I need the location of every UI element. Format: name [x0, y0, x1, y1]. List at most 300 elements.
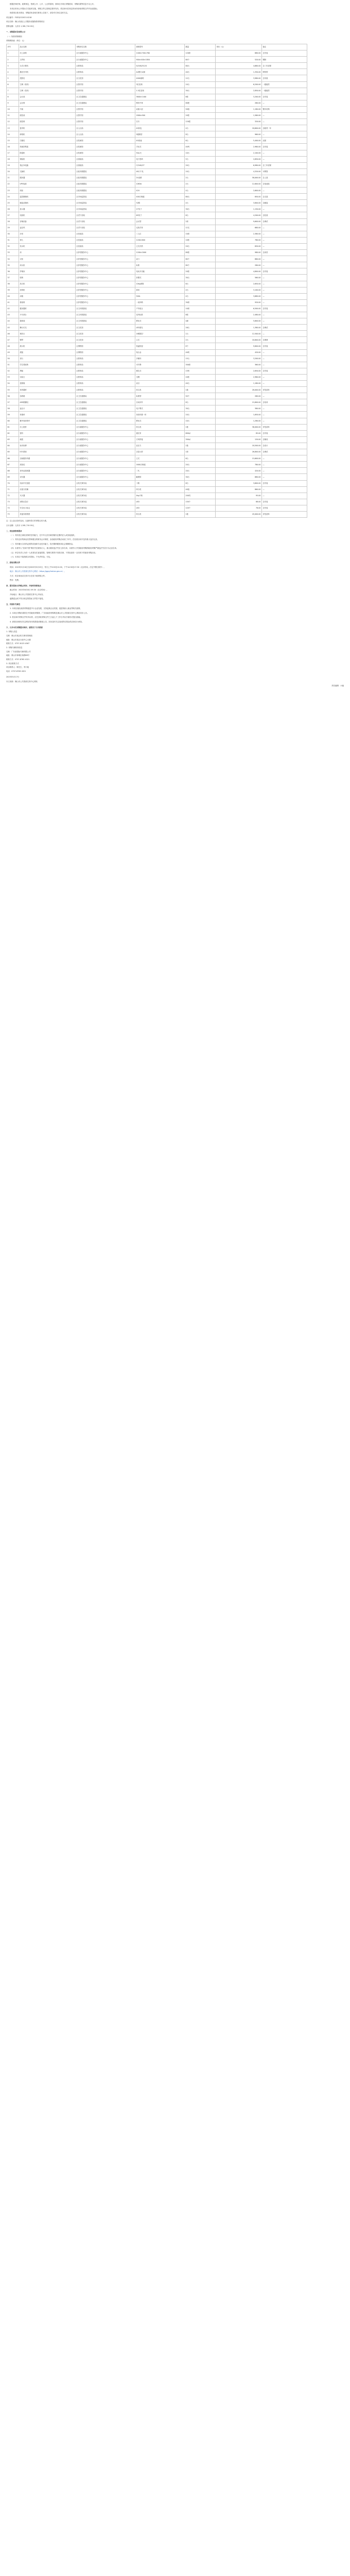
- table-cell: 紫外线消毒车: [19, 418, 76, 424]
- table-cell: 300套: [185, 362, 216, 368]
- table-cell: 1批: [185, 443, 216, 449]
- table-cell: 办公桌椅: [19, 50, 76, 57]
- table-cell: 双目: [135, 381, 185, 387]
- table-cell: 1.5匹变频: [135, 88, 185, 94]
- table-row: [7, 405, 307, 412]
- table-cell: 区机关事务局: [76, 505, 135, 511]
- table-cell: 钢制: [262, 57, 307, 63]
- table-cell: 衣柜: [19, 256, 76, 262]
- table-cell: —: [262, 237, 307, 243]
- table-row: [7, 125, 307, 131]
- intro-paragraph: 现将项目基本情况、采购清单及相关事项公告如下，请各有关单位及时关注。: [10, 12, 69, 14]
- table-cell: 50个: [185, 393, 216, 399]
- table-cell: 区教育局: [76, 374, 135, 380]
- table-cell: 4副: [185, 318, 216, 325]
- table-cell: 电子臂式: [135, 405, 185, 412]
- table-cell: 移动式: [135, 418, 185, 424]
- table-cell: 含铺设: [262, 436, 307, 443]
- table-cell: 1,180.00: [216, 381, 262, 387]
- table-cell: 860.00: [216, 486, 262, 493]
- table-cell: 床: [19, 250, 76, 256]
- table-cell: 39: [7, 287, 19, 293]
- table-cell: 区养老服务中心: [76, 293, 135, 299]
- table-cell: 20台: [185, 162, 216, 168]
- table-cell: LED面光: [135, 325, 185, 331]
- table-cell: 含安装: [262, 268, 307, 275]
- table-cell: 区教育局: [76, 368, 135, 374]
- contact-line: 名称：广东某招标代理有限公司: [6, 650, 31, 653]
- table-cell: 5,600.00: [216, 318, 262, 325]
- table-cell: 铝合金: [135, 349, 185, 355]
- table-cell: 含培训: [262, 399, 307, 405]
- contact-line: 电话：0757-8765 4321: [6, 670, 26, 673]
- table-cell: 区行政服务中心: [76, 436, 135, 443]
- publish-date: 2023年5月17日: [6, 676, 20, 679]
- table-cell: 可网管: [262, 168, 307, 175]
- table-row: [7, 368, 307, 374]
- table-cell: 含调试: [262, 449, 307, 455]
- table-cell: 详见清单: [262, 424, 307, 430]
- table-cell: 50L/天: [135, 150, 185, 156]
- table-cell: 麦克风: [19, 225, 76, 231]
- table-cell: —: [262, 381, 307, 387]
- table-cell: 60: [7, 418, 19, 424]
- table-cell: —: [262, 468, 307, 474]
- table-cell: 20: [7, 168, 19, 175]
- table-cell: 6,200.00: [216, 81, 262, 88]
- table-cell: 75: [7, 511, 19, 517]
- table-cell: 30台: [185, 206, 216, 212]
- qualification-item: （一）具有独立承担民事责任的能力，在中华人民共和国境内注册的法人或其他组织。: [10, 534, 76, 536]
- table-cell: 5台: [185, 156, 216, 162]
- table-cell: 1: [7, 50, 19, 57]
- table-cell: 650.00: [216, 194, 262, 200]
- table-cell: 区图书馆: [76, 119, 135, 125]
- qualification-item: （五）单位负责人为同一人或者存在直接控股、管理关系的不同供应商，不得参加同一合同项下的政府采购活动。: [10, 551, 97, 554]
- table-cell: 560.00: [216, 275, 262, 281]
- table-cell: 420.00: [216, 468, 262, 474]
- table-cell: 区养老服务中心: [76, 268, 135, 275]
- supplement-item: 3. 供应商对采购文件有异议的，应在获取采购文件之日起七个工作日内以书面形式提出质疑。: [10, 616, 82, 619]
- table-row: [7, 349, 307, 355]
- table-cell: 阅览桌: [19, 112, 76, 118]
- table-cell: 1,650.00: [216, 412, 262, 418]
- table-cell: 56: [7, 393, 19, 399]
- column-header: 规格型号: [135, 44, 185, 50]
- table-cell: 3,680.00: [216, 293, 262, 299]
- document-time: 时间：2023年5月18日至2023年5月25日，每天上午9:00至12:00，下午14:30至17:30（北京时间，法定节假日除外）。: [10, 566, 106, 568]
- table-cell: 钢木结构: [262, 106, 307, 112]
- table-row: [7, 81, 307, 88]
- table-cell: 420.00: [216, 349, 262, 355]
- table-row: [7, 50, 307, 57]
- table-cell: 3: [7, 63, 19, 69]
- table-cell: 920.00: [216, 299, 262, 306]
- table-cell: 10台: [185, 412, 216, 418]
- table-cell: 会议型: [135, 218, 185, 225]
- table-cell: 区政务数据局: [76, 168, 135, 175]
- table-cell: 95.00: [216, 493, 262, 499]
- table-row: [7, 138, 307, 144]
- table-cell: 区人社局: [76, 125, 135, 131]
- table-cell: 780.00: [216, 462, 262, 468]
- qualification-item: （四）未被列入“信用中国”网站失信被执行人、重大税收违法失信主体名单，未被列入中国政府采购网政府采购严重违法失信行为记录名单。: [10, 547, 118, 550]
- table-cell: 1200×600: [135, 237, 185, 243]
- table-cell: 40块: [185, 349, 216, 355]
- table-row: [7, 355, 307, 362]
- intro-paragraph: 根据法律法规、政策规定，按照公开、公平、公正的原则，我单位对项目采购需求、采购结果等信息予以公开。: [10, 3, 96, 5]
- source-note: 本文来源：佛山市公共资源交易中心网站: [6, 680, 38, 683]
- table-cell: 室内标准: [135, 312, 185, 318]
- table-cell: 网布中背: [135, 100, 185, 106]
- table-cell: 实验台: [19, 374, 76, 380]
- table-row: [7, 212, 307, 218]
- table-row: [7, 331, 307, 337]
- table-cell: 10张: [185, 237, 216, 243]
- table-cell: 展板: [19, 349, 76, 355]
- table-cell: 区民政局: [76, 243, 135, 249]
- table-cell: 300㎡: [185, 436, 216, 443]
- table-cell: 3,980.00: [216, 75, 262, 81]
- table-cell: 区文化馆: [76, 337, 135, 343]
- table-cell: 65: [7, 449, 19, 455]
- table-cell: 9: [7, 100, 19, 106]
- table-row: [7, 94, 307, 100]
- table-cell: 身高体重一体: [135, 412, 185, 418]
- table-cell: 标识标牌: [19, 443, 76, 449]
- table-cell: 双门: [135, 256, 185, 262]
- qualification-item: （六）本项目不接受联合体投标，不允许转包、分包。: [10, 556, 52, 558]
- table-cell: 73: [7, 499, 19, 505]
- table-cell: —: [262, 256, 307, 262]
- table-cell: 沙发: [19, 231, 76, 237]
- column-header: 备注: [262, 44, 307, 50]
- table-cell: 急救箱: [19, 393, 76, 399]
- table-cell: 780.00: [216, 237, 262, 243]
- table-cell: 4: [7, 69, 19, 75]
- table-cell: 70: [7, 480, 19, 486]
- table-cell: 45: [7, 325, 19, 331]
- table-cell: 14: [7, 131, 19, 138]
- table-cell: 32路: [135, 200, 185, 206]
- table-cell: 机柜: [19, 188, 76, 194]
- table-cell: 音响设备: [19, 218, 76, 225]
- table-cell: 74: [7, 505, 19, 511]
- table-cell: —: [262, 331, 307, 337]
- table-row: [7, 88, 307, 94]
- table-cell: 8个: [185, 343, 216, 349]
- table-cell: 书架: [19, 106, 76, 112]
- table-row: [7, 449, 307, 455]
- project-info: [6, 16, 344, 28]
- table-cell: 2,650.00: [216, 281, 262, 287]
- table-cell: 含耗材一年: [262, 125, 307, 131]
- table-cell: 8: [7, 94, 19, 100]
- table-cell: 3,800.00: [216, 200, 262, 206]
- table-cell: 22: [7, 181, 19, 188]
- table-cell: 区文体旅游局: [76, 318, 135, 325]
- table-cell: 区市场监管局: [76, 206, 135, 212]
- table-cell: —: [262, 112, 307, 118]
- table-cell: 680.00: [216, 225, 262, 231]
- project-budget-line: [6, 25, 344, 28]
- table-cell: 80台: [185, 63, 216, 69]
- table-cell: 16台: [185, 325, 216, 331]
- table-cell: 1600万像素: [135, 462, 185, 468]
- table-cell: —: [262, 131, 307, 138]
- table-cell: 64: [7, 443, 19, 449]
- table-cell: 2,980.00: [216, 374, 262, 380]
- contact-line: 地址：佛山市某区行政中心大楼: [6, 638, 31, 641]
- table-row: [7, 188, 307, 194]
- table-cell: 含设计: [262, 443, 307, 449]
- table-cell: 20台: [185, 468, 216, 474]
- table-cell: 区档案馆: [76, 144, 135, 150]
- table-cell: 2,380.00: [216, 231, 262, 237]
- table-row: [7, 144, 307, 150]
- qualification-item: （二）具有良好的商业信誉和健全的财务会计制度，参加政府采购活动前三年内，在经营活动中没有重大违法记录。: [10, 538, 99, 541]
- table-cell: 960.00: [216, 131, 262, 138]
- table-cell: 61: [7, 424, 19, 430]
- section-4-title: 四、提交投标文件截止时间、开标时间和地点: [6, 585, 41, 587]
- table-cell: 含安装: [262, 144, 307, 150]
- table-cell: 保险柜: [19, 156, 76, 162]
- table-cell: 标准型: [135, 393, 185, 399]
- document-method: 方式：供应商登录交易平台在线下载采购文件。: [10, 574, 47, 577]
- table-cell: 身份证阅读器: [19, 468, 76, 474]
- table-cell: 区政务数据局: [76, 188, 135, 194]
- table-cell: 2,100.00: [216, 150, 262, 156]
- table-cell: 12支: [185, 225, 216, 231]
- table-cell: 71: [7, 486, 19, 493]
- table-cell: 3,600.00: [216, 480, 262, 486]
- table-row: [7, 455, 307, 462]
- table-cell: 床头柜: [19, 262, 76, 268]
- table-row: [7, 505, 307, 511]
- table-cell: 洗衣机: [19, 281, 76, 287]
- table-row: [7, 381, 307, 387]
- table-cell: 280.00: [216, 262, 262, 268]
- supplement-item: 1. 本项目落实政府采购促进中小企业发展、支持监狱企业发展、促进残疾人就业等相关政策。: [10, 607, 82, 610]
- table-row: [7, 436, 307, 443]
- table-cell: 31: [7, 237, 19, 243]
- table-cell: 9,800.00: [216, 343, 262, 349]
- table-cell: 1800×900: [135, 112, 185, 118]
- table-cell: 46: [7, 331, 19, 337]
- table-cell: 57: [7, 399, 19, 405]
- table-cell: 9,600.00: [216, 218, 262, 225]
- table-row: [7, 231, 307, 237]
- table-cell: A3彩色: [135, 125, 185, 131]
- table-cell: 29: [7, 225, 19, 231]
- table-cell: 1,560.00: [216, 112, 262, 118]
- table-cell: 10套: [185, 306, 216, 312]
- table-cell: 8台: [185, 131, 216, 138]
- table-cell: 区图书馆: [76, 88, 135, 94]
- table-row: [7, 112, 307, 118]
- table-cell: 区卫生健康局: [76, 100, 135, 106]
- table-cell: 59: [7, 412, 19, 418]
- table-cell: —: [262, 349, 307, 355]
- table-cell: 10台: [185, 168, 216, 175]
- table-cell: A4黑白双面: [135, 69, 185, 75]
- table-cell: 4000流明: [135, 75, 185, 81]
- table-cell: 含显示屏: [135, 449, 185, 455]
- table-cell: —: [262, 293, 307, 299]
- table-cell: 区行政服务中心: [76, 50, 135, 57]
- table-cell: 冰箱: [19, 293, 76, 299]
- table-cell: 多媒体: [135, 355, 185, 362]
- table-cell: 区老干部局: [76, 212, 135, 218]
- table-cell: 一级能效: [262, 81, 307, 88]
- table-cell: 详见清单: [262, 387, 307, 393]
- table-cell: 展示柜: [19, 343, 76, 349]
- table-row: [7, 468, 307, 474]
- table-row: [7, 343, 307, 349]
- table-cell: 30套: [185, 299, 216, 306]
- table-cell: 72: [7, 493, 19, 499]
- table-cell: 10台: [185, 81, 216, 88]
- table-cell: 区机关事务局: [76, 511, 135, 517]
- table-cell: 区民政局: [76, 231, 135, 237]
- table-cell: 区机关事务局: [76, 486, 135, 493]
- table-cell: 区养老服务中心: [76, 287, 135, 293]
- table-cell: 4台: [185, 200, 216, 206]
- table-cell: 80个: [185, 256, 216, 262]
- table-row: [7, 119, 307, 125]
- table-cell: 含安装: [262, 94, 307, 100]
- table-cell: 80张: [185, 250, 216, 256]
- table-cell: 1台: [185, 331, 216, 337]
- table-cell: 区政务数据局: [76, 175, 135, 181]
- table-cell: 19: [7, 162, 19, 168]
- table-cell: 含硬盘: [262, 200, 307, 206]
- table-cell: 方块拼接: [135, 436, 185, 443]
- table-cell: 十路: [135, 480, 185, 486]
- table-cell: 1,280.00: [216, 418, 262, 424]
- table-row: [7, 293, 307, 299]
- table-cell: 360.00: [216, 362, 262, 368]
- table-cell: 区财政局: [76, 162, 135, 168]
- table-cell: 20台: [185, 243, 216, 249]
- table-cell: 体重秤: [19, 412, 76, 418]
- contact-line: 联系方式：0757-8765 4321: [6, 658, 30, 661]
- table-cell: 遮光布: [135, 430, 185, 436]
- table-cell: 53: [7, 374, 19, 380]
- table-cell: 区文化馆: [76, 331, 135, 337]
- table-cell: 88.00: [216, 499, 262, 505]
- table-cell: 区教育局: [76, 387, 135, 393]
- contact-line: 名称：佛山市某区机关事务管理局: [6, 634, 32, 637]
- table-row: [7, 337, 307, 343]
- table-cell: 综合类: [135, 387, 185, 393]
- table-cell: 1批: [185, 387, 216, 393]
- contact-block: [6, 631, 344, 673]
- table-cell: 区人社局: [76, 131, 135, 138]
- table-cell: 含安装: [262, 368, 307, 374]
- table-cell: UPS电源: [19, 181, 76, 188]
- table-cell: 地毯: [19, 436, 76, 443]
- trading-center-link[interactable]: 地点：佛山市公共资源交易中心网站（https://ggzy.foshan.gov.cn）。: [10, 570, 66, 572]
- table-cell: 区图书馆: [76, 81, 135, 88]
- procurement-table-body: [7, 50, 307, 518]
- table-row: [7, 243, 307, 249]
- table-cell: 15: [7, 138, 19, 144]
- contact-line: 地址：佛山市禅城区某路88号: [6, 654, 30, 657]
- table-cell: 1200×2000: [135, 250, 185, 256]
- table-cell: 49: [7, 349, 19, 355]
- table-row: [7, 418, 307, 424]
- table-cell: —: [262, 275, 307, 281]
- table-cell: —: [262, 355, 307, 362]
- table-cell: 58,000.00: [216, 175, 262, 181]
- table-row: [7, 399, 307, 405]
- table-cell: 其他零星物资: [19, 511, 76, 517]
- table-cell: i5/16G/512G: [135, 63, 185, 69]
- table-cell: 台式计算机: [19, 63, 76, 69]
- table-cell: 区文化馆: [76, 75, 135, 81]
- table-cell: —: [262, 362, 307, 368]
- table-cell: 4,680.00: [216, 63, 262, 69]
- table-cell: —: [262, 206, 307, 212]
- table-row: [7, 150, 307, 156]
- table-cell: 4kg干粉: [135, 493, 185, 499]
- table-cell: 含调试: [262, 325, 307, 331]
- table-cell: 40: [7, 293, 19, 299]
- table-cell: 含挂架: [262, 212, 307, 218]
- table-cell: 调音台: [19, 331, 76, 337]
- table-cell: 自助服务终端: [19, 455, 76, 462]
- table-row: [7, 100, 307, 106]
- table-cell: 2,980.00: [216, 144, 262, 150]
- table-row: [7, 393, 307, 399]
- table-cell: 5级保密: [135, 131, 185, 138]
- table-cell: 综合类: [135, 511, 185, 517]
- footer: [6, 676, 344, 687]
- table-cell: 消毒柜: [19, 287, 76, 293]
- project-budget-label: 预算金额：: [6, 25, 15, 27]
- table-cell: 4台: [185, 125, 216, 131]
- table-cell: 2,480.00: [216, 312, 262, 318]
- table-row: [7, 318, 307, 325]
- table-cell: 27英寸: [135, 206, 185, 212]
- table-cell: 60台: [185, 194, 216, 200]
- table-cell: 评价器: [19, 474, 76, 480]
- table-cell: 区政务数据局: [76, 181, 135, 188]
- table-row: [7, 175, 307, 181]
- table-cell: 全钢: [135, 374, 185, 380]
- project-budget-value: 人民币 1,381,710.00元: [14, 25, 34, 27]
- procurement-table: [6, 44, 307, 518]
- table-cell: —: [262, 262, 307, 268]
- table-cell: 520.00: [216, 57, 262, 63]
- section-4-body: [6, 589, 344, 600]
- table-cell: 2,650.00: [216, 156, 262, 162]
- table-cell: 餐桌椅: [19, 299, 76, 306]
- table-cell: —: [262, 119, 307, 125]
- table-note: 注：以上品目如有变动，以最终签订的采购合同为准。: [6, 520, 48, 522]
- table-cell: 自动体外: [135, 399, 185, 405]
- table-row: [7, 299, 307, 306]
- table-cell: 阅览椅: [19, 119, 76, 125]
- contact-line: 1. 采购人信息: [6, 631, 18, 633]
- table-cell: 40列: [185, 144, 216, 150]
- contact-line: 项目联系人：陈先生、李小姐: [6, 666, 29, 669]
- table-cell: —: [262, 188, 307, 194]
- table-cell: 舞台灯光: [19, 325, 76, 331]
- table-cell: 区卫生健康局: [76, 94, 135, 100]
- table-cell: 区养老服务中心: [76, 281, 135, 287]
